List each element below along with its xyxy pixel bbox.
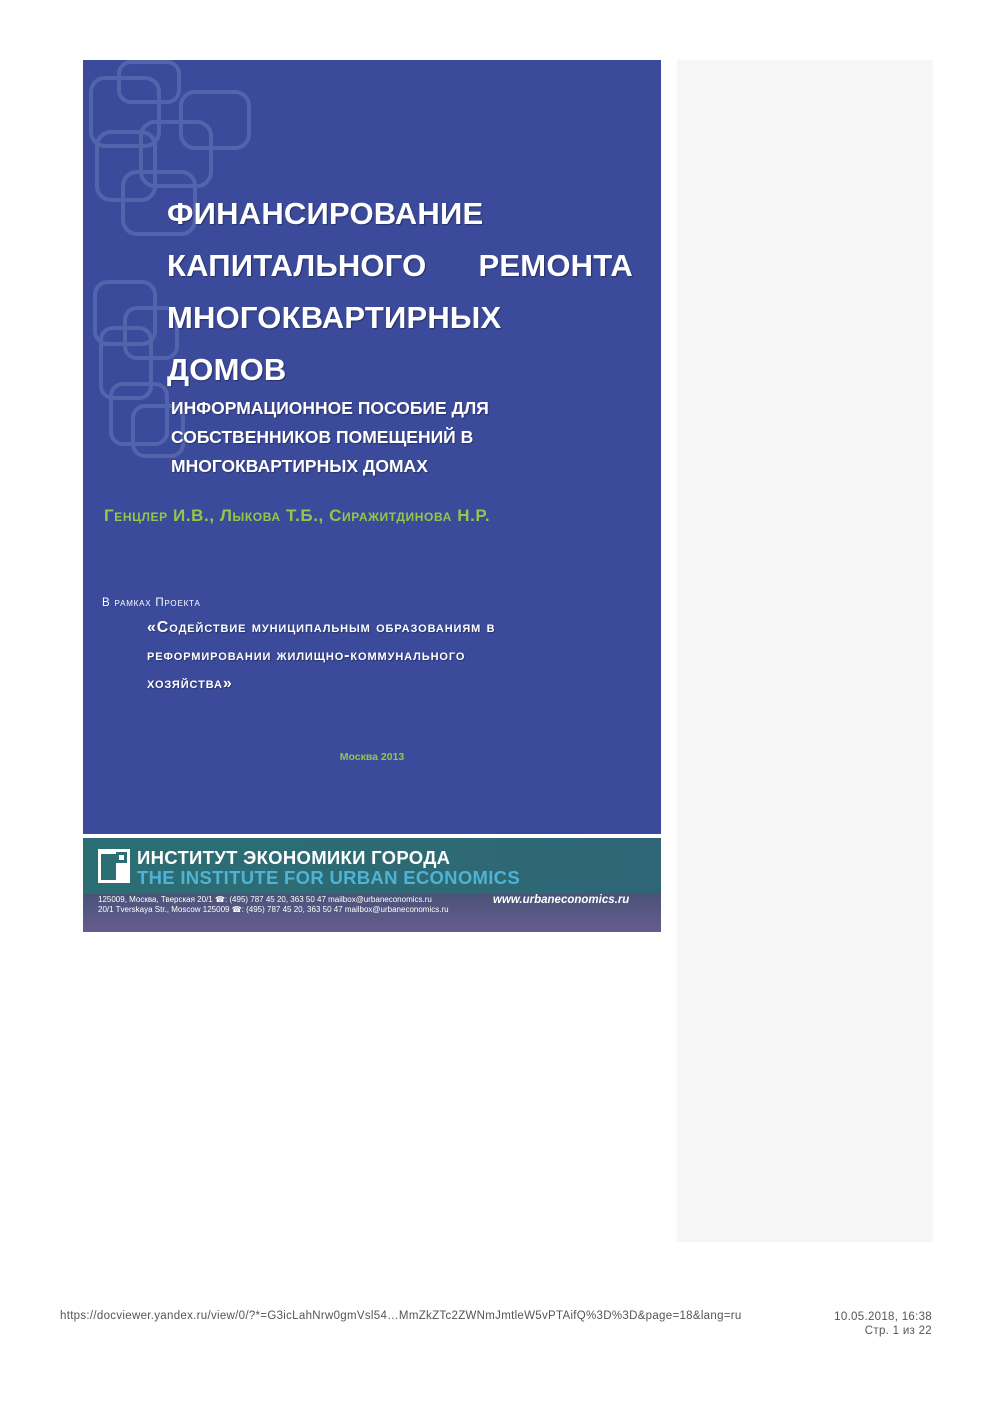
institute-address-en: 20/1 Tverskaya Str., Moscow 125009 ☎: (495) 787 45 20, 363 50 47 mailbox@urbaneconomics.ru bbox=[98, 905, 449, 914]
institute-logo-icon bbox=[98, 849, 130, 883]
subtitle-line: МНОГОКВАРТИРНЫХ ДОМАХ bbox=[171, 456, 428, 476]
authors: Генцлер И.В., Лыкова Т.Б., Сиражитдинова Н.Р. bbox=[104, 506, 491, 525]
footer-meta bbox=[834, 1310, 932, 1338]
side-panel bbox=[677, 60, 933, 1242]
institute-banner bbox=[83, 838, 661, 932]
project-line: реформировании жилищно-коммунального bbox=[147, 647, 466, 664]
document-title bbox=[167, 188, 637, 396]
title-line: МНОГОКВАРТИРНЫХ bbox=[167, 300, 502, 335]
institute-name-ru: ИНСТИТУТ ЭКОНОМИКИ ГОРОДА bbox=[137, 847, 451, 868]
title-word: КАПИТАЛЬНОГО bbox=[167, 248, 427, 283]
institute-name-en: THE INSTITUTE FOR URBAN ECONOMICS bbox=[137, 867, 520, 888]
project-line: хозяйства» bbox=[147, 675, 233, 692]
project-name bbox=[147, 614, 637, 698]
footer-url[interactable]: https://docviewer.yandex.ru/view/0/?*=G3icLahNrw0gmVsl54…MmZkZTc2ZWNmJmtleW5vPTAifQ%3D%3D&page=18&lang=ru bbox=[60, 1310, 742, 1322]
document-subtitle bbox=[171, 394, 571, 481]
title-line: ДОМОВ bbox=[167, 352, 287, 387]
institute-website: www.urbaneconomics.ru bbox=[493, 894, 630, 906]
title-line: ФИНАНСИРОВАНИЕ bbox=[167, 196, 484, 231]
project-caption: В рамках Проекта bbox=[102, 597, 201, 609]
subtitle-line: ИНФОРМАЦИОННОЕ ПОСОБИЕ ДЛЯ bbox=[171, 398, 489, 418]
title-word: РЕМОНТА bbox=[478, 248, 633, 283]
city-year: Москва 2013 bbox=[339, 751, 405, 763]
cover-page bbox=[83, 60, 661, 834]
project-line: «Содействие муниципальным образованиям в bbox=[147, 619, 496, 636]
subtitle-line: СОБСТВЕННИКОВ ПОМЕЩЕНИЙ В bbox=[171, 427, 474, 447]
title-line bbox=[167, 240, 633, 292]
footer-datetime: 10.05.2018, 16:38 bbox=[834, 1311, 932, 1323]
footer-page-label: Стр. 1 из 22 bbox=[864, 1325, 932, 1337]
institute-address-ru: 125009, Москва, Тверская 20/1 ☎: (495) 787 45 20, 363 50 47 mailbox@urbaneconomics.ru bbox=[98, 895, 432, 904]
